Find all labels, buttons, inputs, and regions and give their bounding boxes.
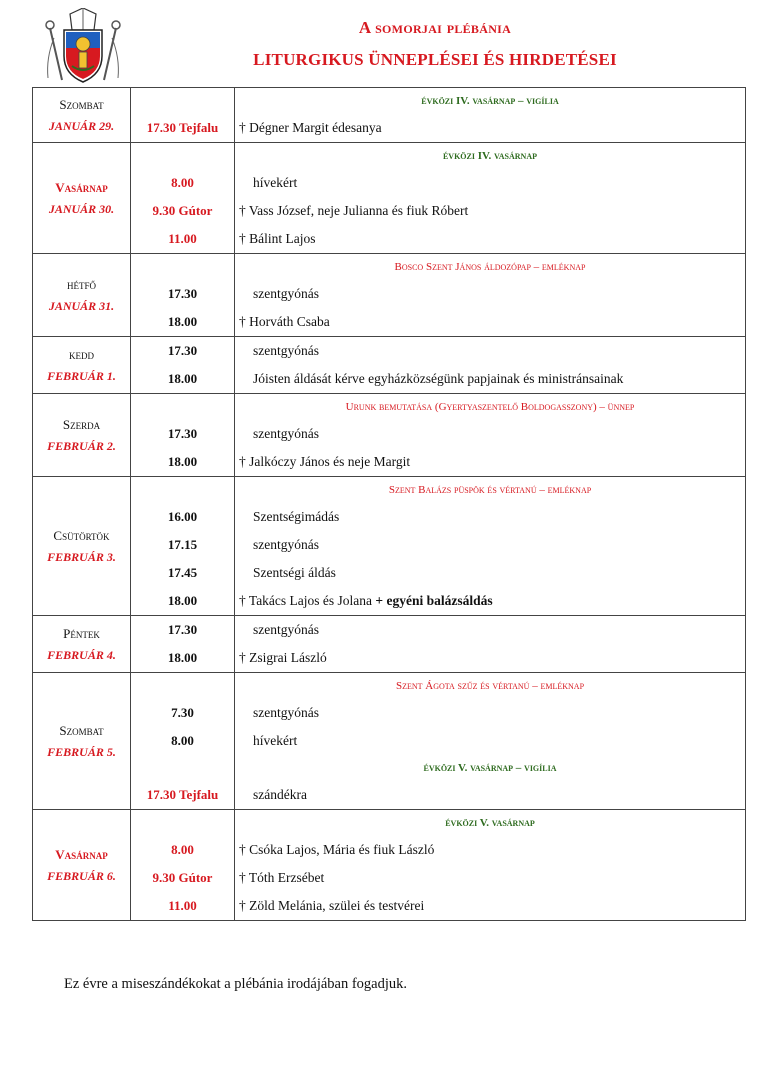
mass-time: 8.00 — [171, 733, 194, 748]
memorial-cross-icon: † — [239, 120, 250, 135]
day-cell — [33, 337, 131, 394]
time-cell — [131, 337, 235, 394]
mass-intention — [235, 308, 745, 336]
mass-intention — [235, 836, 745, 864]
mass-time: 17.15 — [167, 537, 198, 552]
mass-intention — [235, 616, 745, 644]
day-name: kedd — [69, 346, 94, 362]
mass-time: 9.30 Gútor — [152, 870, 213, 885]
mass-intention — [235, 225, 745, 253]
day-date: JANUÁR 31. — [48, 298, 115, 313]
time-spacer — [131, 673, 234, 699]
mass-time: 18.00 — [167, 650, 198, 665]
day-name: Szerda — [62, 416, 101, 432]
mass-intention — [235, 892, 745, 920]
mass-time: 17.30 — [167, 286, 198, 301]
time-cell — [131, 673, 235, 810]
time-spacer — [131, 755, 234, 781]
mass-intention — [235, 781, 745, 809]
intention-text: Jóisten áldását kérve egyházközségünk papjainak és ministránsainak — [253, 371, 624, 386]
intention-text: Dégner Margit édesanya — [249, 120, 382, 135]
intention-text: szentgyónás — [253, 622, 319, 637]
footer-note: Ez évre a miseszándékokat a plébánia irodájában fogadjuk. — [64, 976, 408, 992]
time-spacer — [131, 88, 234, 114]
day-row — [33, 477, 746, 616]
day-date: JANUÁR 30. — [48, 201, 115, 216]
feast-title: Bosco Szent János áldozópap – emléknap — [394, 261, 586, 273]
memorial-cross-icon: † — [239, 842, 250, 857]
time-spacer — [131, 477, 234, 503]
description-cell — [235, 254, 746, 337]
intention-text: szentgyónás — [253, 343, 319, 358]
intention-suffix: + egyéni balázsáldás — [375, 593, 493, 608]
day-name: Csütörtök — [53, 527, 110, 543]
mass-time: 7.30 — [171, 705, 194, 720]
mass-intention — [235, 559, 745, 587]
mass-time: 18.00 — [167, 593, 198, 608]
mass-time: 17.30 Tejfalu — [146, 787, 219, 802]
day-cell — [33, 143, 131, 254]
mass-time: 8.00 — [171, 842, 194, 857]
mass-time: 18.00 — [167, 454, 198, 469]
feast-title: évközi IV. vasárnap – vigília — [421, 95, 559, 107]
mass-intention — [235, 644, 745, 672]
mass-intention — [235, 727, 745, 755]
feast-title: Szent Ágota szűz és vértanú – emléknap — [395, 680, 585, 692]
description-cell — [235, 337, 746, 394]
day-cell — [33, 477, 131, 616]
mass-intention — [235, 587, 745, 615]
mass-time: 16.00 — [167, 509, 198, 524]
day-name: Vasárnap — [55, 179, 108, 195]
intention-text: hívekért — [253, 175, 298, 190]
memorial-cross-icon: † — [239, 314, 250, 329]
mass-time: 17.45 — [167, 565, 198, 580]
time-cell — [131, 616, 235, 673]
memorial-cross-icon: † — [239, 898, 250, 913]
intention-text: Zöld Melánia, szülei és testvérei — [249, 898, 425, 913]
mass-intention — [235, 169, 745, 197]
day-name: Szombat — [59, 722, 104, 738]
memorial-cross-icon: † — [239, 203, 249, 218]
time-spacer — [131, 143, 234, 169]
mass-intention — [235, 420, 745, 448]
intention-text: Csóka Lajos, Mária és fiuk László — [249, 842, 435, 857]
intention-text: szentgyónás — [253, 286, 319, 301]
intention-text: Bálint Lajos — [249, 231, 316, 246]
description-cell — [235, 88, 746, 143]
mass-intention — [235, 280, 745, 308]
time-cell — [131, 810, 235, 921]
day-date: FEBRUÁR 2. — [47, 438, 116, 453]
schedule-table — [32, 87, 746, 921]
description-cell — [235, 673, 746, 810]
day-row — [33, 673, 746, 810]
time-cell — [131, 254, 235, 337]
description-cell — [235, 477, 746, 616]
page-title-line2: LITURGIKUS ÜNNEPLÉSEI ÉS HIRDETÉSEI — [253, 50, 617, 69]
mass-time: 18.00 — [167, 371, 198, 386]
day-cell — [33, 616, 131, 673]
mass-intention — [235, 197, 745, 225]
day-cell — [33, 254, 131, 337]
day-name: hétfő — [67, 276, 96, 292]
intention-text: Horváth Csaba — [249, 314, 330, 329]
day-row — [33, 616, 746, 673]
description-cell — [235, 394, 746, 477]
time-cell — [131, 394, 235, 477]
day-row — [33, 810, 746, 921]
day-date: FEBRUÁR 5. — [47, 744, 116, 759]
day-row — [33, 254, 746, 337]
mass-intention — [235, 864, 745, 892]
intention-text: szándékra — [253, 787, 307, 802]
intention-text: Szentségi áldás — [253, 565, 336, 580]
time-spacer — [131, 394, 234, 420]
intention-text: Jalkóczy János és neje Margit — [249, 454, 411, 469]
day-cell — [33, 394, 131, 477]
mass-time: 17.30 — [167, 622, 198, 637]
memorial-cross-icon: † — [239, 870, 249, 885]
mass-intention — [235, 448, 745, 476]
description-cell — [235, 616, 746, 673]
mass-time: 11.00 — [168, 231, 197, 246]
parish-coat-of-arms-icon — [40, 8, 126, 86]
description-cell — [235, 143, 746, 254]
intention-text: Tóth Erzsébet — [248, 870, 325, 885]
day-row — [33, 337, 746, 394]
mass-time: 17.30 — [167, 426, 198, 441]
time-cell — [131, 477, 235, 616]
page-title-line1: A somorjai plébánia — [358, 18, 512, 37]
day-cell — [33, 810, 131, 921]
time-cell — [131, 88, 235, 143]
day-name: Vasárnap — [55, 846, 108, 862]
day-date: FEBRUÁR 4. — [47, 647, 116, 662]
feast-title: évközi V. vasárnap – vigília — [423, 762, 557, 774]
memorial-cross-icon: † — [239, 231, 250, 246]
mass-intention — [235, 365, 745, 393]
intention-text: hívekért — [253, 733, 298, 748]
day-row — [33, 394, 746, 477]
time-spacer — [131, 810, 234, 836]
memorial-cross-icon: † — [239, 454, 250, 469]
intention-text: szentgyónás — [253, 537, 319, 552]
mass-time: 9.30 Gútor — [152, 203, 213, 218]
mass-time: 17.30 Tejfalu — [146, 120, 219, 135]
time-spacer — [131, 254, 234, 280]
day-cell — [33, 88, 131, 143]
memorial-cross-icon: † — [239, 650, 250, 665]
day-name: Péntek — [63, 625, 100, 641]
memorial-cross-icon: † — [239, 593, 249, 608]
day-date: FEBRUÁR 3. — [47, 549, 116, 564]
day-cell — [33, 673, 131, 810]
mass-intention — [235, 114, 745, 142]
feast-title: évközi V. vasárnap — [445, 817, 535, 829]
intention-text: Szentségimádás — [253, 509, 340, 524]
mass-intention — [235, 337, 745, 365]
page-header — [0, 0, 764, 92]
mass-intention — [235, 531, 745, 559]
day-date: FEBRUÁR 1. — [47, 368, 116, 383]
feast-title: Urunk bemutatása (Gyertyaszentelő Boldogasszony) – ünnep — [345, 401, 635, 413]
intention-text: szentgyónás — [253, 705, 319, 720]
day-row — [33, 143, 746, 254]
day-date: JANUÁR 29. — [48, 118, 115, 133]
mass-time: 8.00 — [171, 175, 194, 190]
time-cell — [131, 143, 235, 254]
description-cell — [235, 810, 746, 921]
intention-text: szentgyónás — [253, 426, 319, 441]
mass-time: 17.30 — [167, 343, 198, 358]
day-name: Szombat — [59, 96, 104, 112]
feast-title: Szent Balázs püspök és vértanú – emléknap — [388, 484, 592, 496]
feast-title: évközi IV. vasárnap — [442, 150, 538, 162]
intention-text: Zsigrai László — [249, 650, 327, 665]
intention-text: Takács Lajos és Jolana — [248, 593, 373, 608]
mass-time: 18.00 — [167, 314, 198, 329]
mass-intention — [235, 503, 745, 531]
day-row — [33, 88, 746, 143]
intention-text: Vass József, neje Julianna és fiuk Róbert — [248, 203, 469, 218]
mass-time: 11.00 — [168, 898, 197, 913]
mass-intention — [235, 699, 745, 727]
day-date: FEBRUÁR 6. — [47, 868, 116, 883]
